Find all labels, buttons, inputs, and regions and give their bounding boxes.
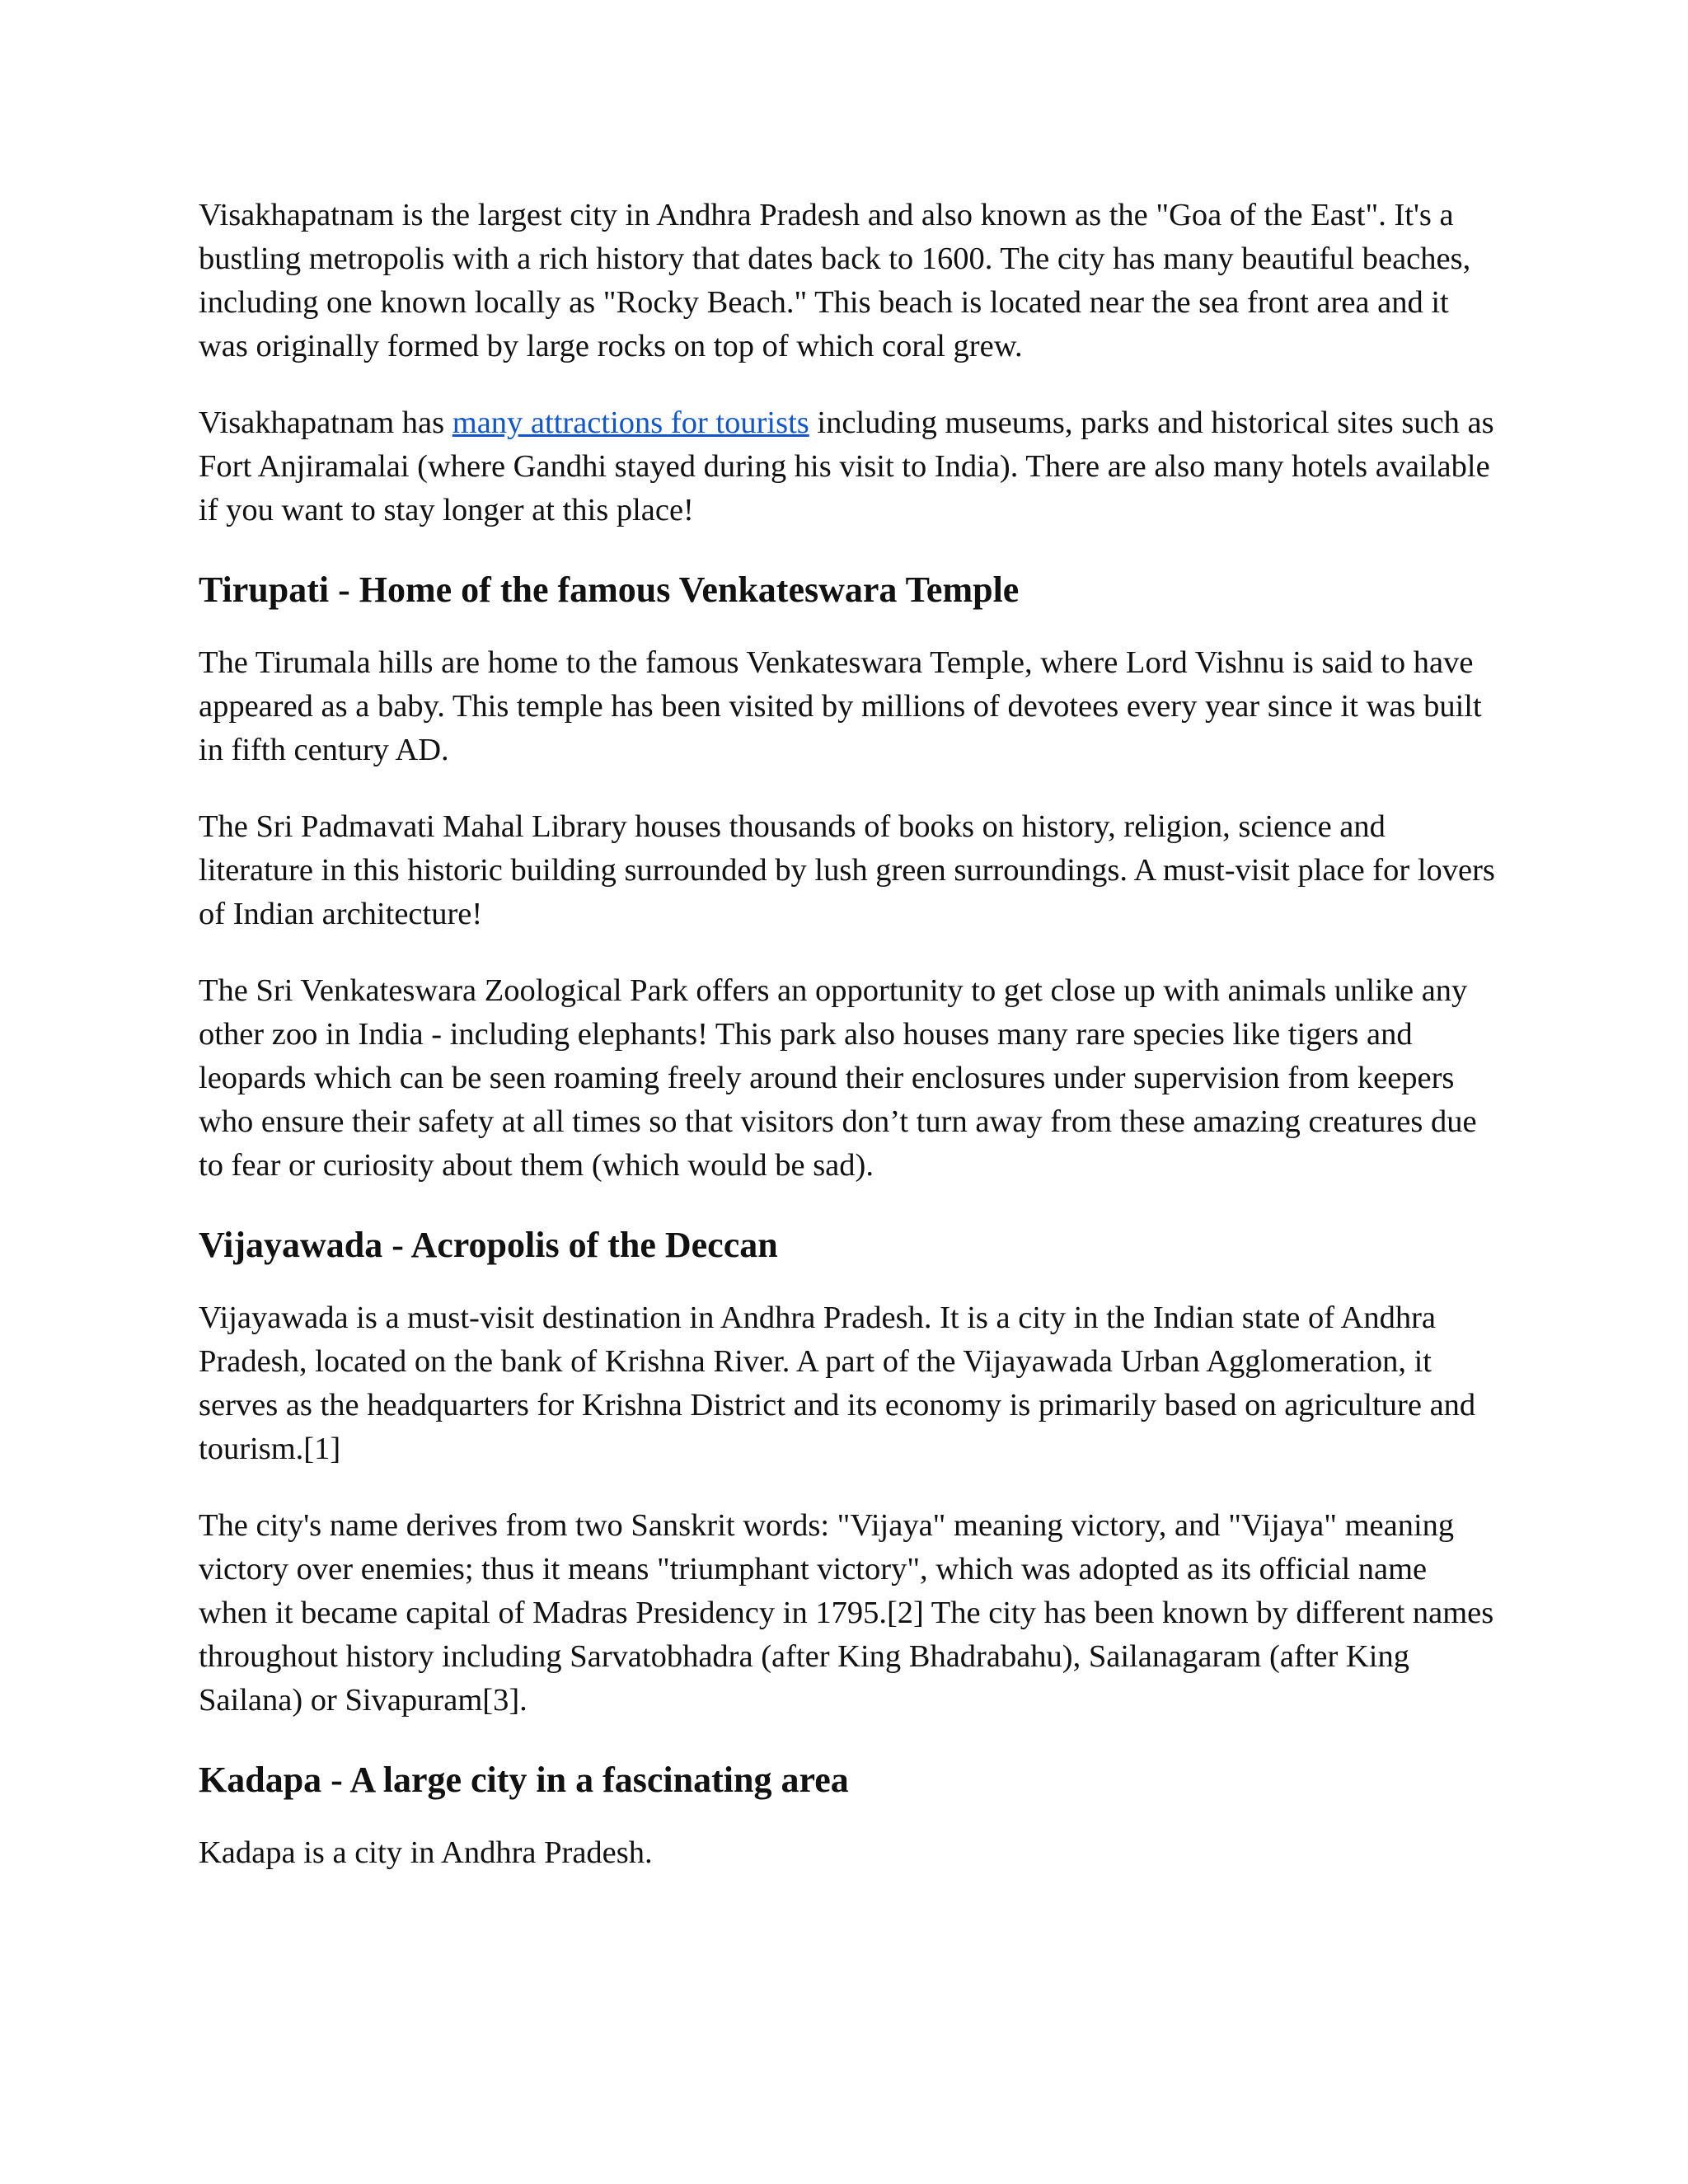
paragraph-kadapa-intro: Kadapa is a city in Andhra Pradesh. (199, 1835, 653, 1870)
heading-vijayawada: Vijayawada - Acropolis of the Deccan (199, 1225, 778, 1265)
heading-kadapa: Kadapa - A large city in a fascinating area (199, 1760, 849, 1800)
text-segment: including museums, parks and historical sites such as Fort Anjiramalai (where Gandhi stayed during his visit to India). There are also many hotels available if you want to stay longer at this place! (199, 405, 1494, 527)
attractions-link[interactable]: many attractions for tourists (452, 405, 809, 440)
document-page (199, 194, 1501, 1908)
paragraph-tirupati-zoo: The Sri Venkateswara Zoological Park offers an opportunity to get close up with animals unlike any other zoo in India - including elephants! This park also houses many rare species like tigers and leopards which can be seen roaming freely around their enclosures under supervision from keepers who ensure their safety at all times so that visitors don’t turn away from these amazing creatures due to fear or curiosity about them (which would be sad). (199, 973, 1477, 1183)
paragraph-vijayawada-intro: Vijayawada is a must-visit destination in Andhra Pradesh. It is a city in the Indian state of Andhra Pradesh, located on the bank of Krishna River. A part of the Vijayawada Urban Agglomeration, it serves as the headquarters for Krishna District and its economy is primarily based on agriculture and tourism.[1] (199, 1301, 1476, 1466)
heading-tirupati: Tirupati - Home of the famous Venkateswara Temple (199, 569, 1020, 610)
text-segment: Visakhapatnam has (199, 405, 452, 440)
paragraph-visakhapatnam-intro: Visakhapatnam is the largest city in Andhra Pradesh and also known as the "Goa of the East". It's a bustling metropolis with a rich history that dates back to 1600. The city has many beautiful beaches, including one known locally as "Rocky Beach." This beach is located near the sea front area and it was originally formed by large rocks on top of which coral grew. (199, 198, 1471, 363)
paragraph-visakhapatnam-attractions (199, 401, 1501, 532)
paragraph-tirupati-temple: The Tirumala hills are home to the famous Venkateswara Temple, where Lord Vishnu is said to have appeared as a baby. This temple has been visited by millions of devotees every year since it was built in fifth century AD. (199, 645, 1482, 767)
paragraph-tirupati-library: The Sri Padmavati Mahal Library houses thousands of books on history, religion, science and literature in this historic building surrounded by lush green surroundings. A must-visit place for lovers of Indian architecture! (199, 809, 1495, 931)
paragraph-vijayawada-name: The city's name derives from two Sanskrit words: "Vijaya" meaning victory, and "Vijaya" meaning victory over enemies; thus it means "triumphant victory", which was adopted as its official name when it became capital of Madras Presidency in 1795.[2] The city has been known by different names throughout history including Sarvatobhadra (after King Bhadrabahu), Sailanagaram (after King Sailana) or Sivapuram[3]. (199, 1508, 1494, 1718)
